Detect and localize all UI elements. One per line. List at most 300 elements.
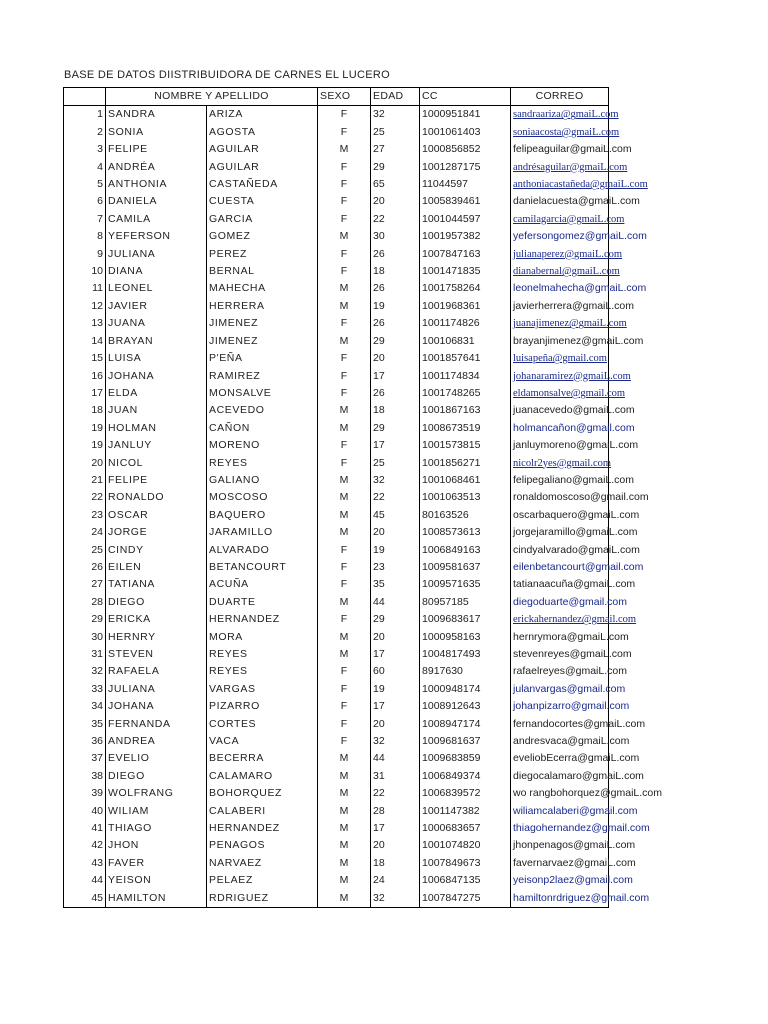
table-row [64, 159, 609, 176]
age-cell: 30 [371, 228, 420, 245]
table-row [64, 542, 609, 559]
email-cell[interactable]: yeisonp2laez@gmail.com [511, 872, 609, 889]
sex-cell: M [318, 141, 371, 158]
last-name-cell: REYES [207, 455, 318, 472]
row-number: 6 [64, 193, 106, 210]
row-number: 34 [64, 698, 106, 715]
sex-cell: F [318, 193, 371, 210]
row-number: 41 [64, 820, 106, 837]
first-name-cell: ELDA [106, 385, 207, 402]
last-name-cell: ACUÑA [207, 576, 318, 593]
sex-cell: F [318, 542, 371, 559]
last-name-cell: PIZARRO [207, 698, 318, 715]
email-cell[interactable]: diegocalamaro@gmaiL.com [511, 768, 609, 785]
email-cell[interactable]: hernrymora@gmaiL.com [511, 629, 609, 646]
email-cell[interactable]: fernandocortes@gmaiL.com [511, 716, 609, 733]
sex-cell: M [318, 855, 371, 872]
cc-cell: 1006849163 [420, 542, 511, 559]
cc-cell: 1009581637 [420, 559, 511, 576]
cc-cell: 1008673519 [420, 420, 511, 437]
sex-cell: M [318, 629, 371, 646]
cc-cell: 1001748265 [420, 385, 511, 402]
email-cell[interactable]: javierherrera@gmaiL.com [511, 298, 609, 315]
first-name-cell: OSCAR [106, 507, 207, 524]
sex-cell: F [318, 368, 371, 385]
table-row [64, 768, 609, 785]
email-cell[interactable]: cindyalvarado@gmaiL.com [511, 542, 609, 559]
row-number: 8 [64, 228, 106, 245]
age-cell: 44 [371, 750, 420, 767]
age-cell: 60 [371, 663, 420, 680]
cc-cell: 1001061403 [420, 124, 511, 141]
sex-cell: F [318, 159, 371, 176]
email-cell[interactable]: tatianaacuña@gmaiL.com [511, 576, 609, 593]
first-name-cell: DIANA [106, 263, 207, 280]
row-number: 13 [64, 315, 106, 332]
cc-cell: 1007849673 [420, 855, 511, 872]
age-cell: 28 [371, 803, 420, 820]
row-number: 36 [64, 733, 106, 750]
cc-cell: 1001174826 [420, 315, 511, 332]
age-cell: 32 [371, 106, 420, 124]
table-row [64, 698, 609, 715]
last-name-cell: RAMIREZ [207, 368, 318, 385]
last-name-cell: ACEVEDO [207, 402, 318, 419]
header-row [64, 88, 609, 106]
last-name-cell: VARGAS [207, 681, 318, 698]
age-cell: 22 [371, 489, 420, 506]
age-cell: 23 [371, 559, 420, 576]
age-cell: 17 [371, 820, 420, 837]
age-cell: 19 [371, 298, 420, 315]
last-name-cell: BOHORQUEZ [207, 785, 318, 802]
last-name-cell: DUARTE [207, 594, 318, 611]
table-row [64, 315, 609, 332]
email-cell[interactable]: thiagohernandez@gmail.com [511, 820, 609, 837]
sex-cell: M [318, 489, 371, 506]
row-number: 16 [64, 368, 106, 385]
cc-cell: 1008947174 [420, 716, 511, 733]
row-number: 4 [64, 159, 106, 176]
first-name-cell: EILEN [106, 559, 207, 576]
sex-cell: M [318, 820, 371, 837]
sex-cell: F [318, 455, 371, 472]
header-sex: SEXO [318, 88, 371, 106]
sex-cell: F [318, 733, 371, 750]
sex-cell: M [318, 646, 371, 663]
first-name-cell: JOHANA [106, 698, 207, 715]
row-number: 1 [64, 106, 106, 124]
table-row [64, 750, 609, 767]
first-name-cell: HAMILTON [106, 890, 207, 908]
first-name-cell: ERICKA [106, 611, 207, 628]
sex-cell: F [318, 176, 371, 193]
sex-cell: M [318, 524, 371, 541]
email-cell[interactable]: oscarbaquero@gmaiL.com [511, 507, 609, 524]
table-row [64, 472, 609, 489]
email-cell[interactable]: stevenreyes@gmaiL.com [511, 646, 609, 663]
age-cell: 22 [371, 211, 420, 228]
first-name-cell: JAVIER [106, 298, 207, 315]
cc-cell: 1001573815 [420, 437, 511, 454]
table-row [64, 193, 609, 210]
email-cell[interactable]: wo rangbohorquez@gmaiL.com [511, 785, 609, 802]
cc-cell: 1000948174 [420, 681, 511, 698]
sex-cell: F [318, 576, 371, 593]
last-name-cell: MOSCOSO [207, 489, 318, 506]
email-cell[interactable]: juanacevedo@gmaiL.com [511, 402, 609, 419]
cc-cell: 1001044597 [420, 211, 511, 228]
age-cell: 45 [371, 507, 420, 524]
age-cell: 32 [371, 733, 420, 750]
table-row [64, 246, 609, 263]
sex-cell: M [318, 837, 371, 854]
last-name-cell: GALIANO [207, 472, 318, 489]
cc-cell: 1009571635 [420, 576, 511, 593]
cc-cell: 1001147382 [420, 803, 511, 820]
last-name-cell: MORENO [207, 437, 318, 454]
first-name-cell: FAVER [106, 855, 207, 872]
cc-cell: 1000958163 [420, 629, 511, 646]
last-name-cell: REYES [207, 663, 318, 680]
age-cell: 65 [371, 176, 420, 193]
email-cell[interactable]: yefersongomez@gmaiL.com [511, 228, 609, 245]
email-cell[interactable]: johanaramirez@gmaiL.com [511, 368, 609, 385]
first-name-cell: JULIANA [106, 681, 207, 698]
email-cell[interactable]: erickahernandez@gmail.com [511, 611, 609, 628]
sex-cell: F [318, 263, 371, 280]
cc-cell: 1000856852 [420, 141, 511, 158]
email-cell[interactable]: leonelmahecha@gmaiL.com [511, 280, 609, 297]
table-row [64, 716, 609, 733]
age-cell: 32 [371, 890, 420, 908]
table-row [64, 437, 609, 454]
sex-cell: M [318, 472, 371, 489]
first-name-cell: BRAYAN [106, 333, 207, 350]
row-number: 27 [64, 576, 106, 593]
email-cell[interactable]: rafaelreyes@gmaiL.com [511, 663, 609, 680]
age-cell: 26 [371, 246, 420, 263]
email-cell[interactable]: favernarvaez@gmaiL.com [511, 855, 609, 872]
sex-cell: M [318, 594, 371, 611]
age-cell: 17 [371, 437, 420, 454]
last-name-cell: AGUILAR [207, 141, 318, 158]
last-name-cell: BECERRA [207, 750, 318, 767]
row-number: 15 [64, 350, 106, 367]
cc-cell: 1001068461 [420, 472, 511, 489]
age-cell: 20 [371, 716, 420, 733]
sex-cell: F [318, 681, 371, 698]
cc-cell: 11044597 [420, 176, 511, 193]
table-row [64, 576, 609, 593]
first-name-cell: ANTHONIA [106, 176, 207, 193]
row-number: 19 [64, 420, 106, 437]
table-row [64, 681, 609, 698]
last-name-cell: CALABERI [207, 803, 318, 820]
cc-cell: 1000951841 [420, 106, 511, 124]
table-row [64, 559, 609, 576]
last-name-cell: AGUILAR [207, 159, 318, 176]
email-cell[interactable]: camilagarcia@gmaiL.com [511, 211, 609, 228]
row-number: 22 [64, 489, 106, 506]
last-name-cell: GOMEZ [207, 228, 318, 245]
last-name-cell: VACA [207, 733, 318, 750]
cc-cell: 1008573613 [420, 524, 511, 541]
email-cell[interactable]: hamiltonrdriguez@gmail.com [511, 890, 609, 908]
last-name-cell: GARCIA [207, 211, 318, 228]
row-number: 18 [64, 402, 106, 419]
first-name-cell: HOLMAN [106, 420, 207, 437]
sex-cell: M [318, 228, 371, 245]
cc-cell: 1001174834 [420, 368, 511, 385]
email-cell[interactable]: eldamonsalve@gmail.com [511, 385, 609, 402]
row-number: 11 [64, 280, 106, 297]
row-number: 9 [64, 246, 106, 263]
table-row [64, 106, 609, 124]
age-cell: 19 [371, 681, 420, 698]
email-cell[interactable]: soniaacosta@gmaiL.com [511, 124, 609, 141]
email-cell[interactable]: jhonpenagos@gmaiL.com [511, 837, 609, 854]
cc-cell: 1006839572 [420, 785, 511, 802]
email-cell[interactable]: diegoduarte@gmail.com [511, 594, 609, 611]
row-number: 44 [64, 872, 106, 889]
email-cell[interactable]: felipegaliano@gmaiL.com [511, 472, 609, 489]
age-cell: 18 [371, 855, 420, 872]
table-row [64, 803, 609, 820]
sex-cell: F [318, 698, 371, 715]
table-row [64, 280, 609, 297]
cc-cell: 1008912643 [420, 698, 511, 715]
cc-cell: 1001287175 [420, 159, 511, 176]
row-number: 43 [64, 855, 106, 872]
cc-cell: 80163526 [420, 507, 511, 524]
email-cell[interactable]: julianaperez@gmaiL.com [511, 246, 609, 263]
sex-cell: M [318, 872, 371, 889]
sex-cell: M [318, 298, 371, 315]
table-row [64, 455, 609, 472]
sex-cell: M [318, 785, 371, 802]
cc-cell: 1005839461 [420, 193, 511, 210]
last-name-cell: BAQUERO [207, 507, 318, 524]
email-cell[interactable]: janluymoreno@gmaiL.com [511, 437, 609, 454]
last-name-cell: HERNANDEZ [207, 820, 318, 837]
row-number: 39 [64, 785, 106, 802]
table-row [64, 489, 609, 506]
cc-cell: 1007847275 [420, 890, 511, 908]
sex-cell: F [318, 663, 371, 680]
age-cell: 25 [371, 455, 420, 472]
age-cell: 29 [371, 333, 420, 350]
row-number: 20 [64, 455, 106, 472]
email-cell[interactable]: wiliamcalaberi@gmail.com [511, 803, 609, 820]
last-name-cell: ARIZA [207, 106, 318, 124]
table-row [64, 263, 609, 280]
sex-cell: F [318, 559, 371, 576]
last-name-cell: HERNANDEZ [207, 611, 318, 628]
age-cell: 24 [371, 872, 420, 889]
last-name-cell: JARAMILLO [207, 524, 318, 541]
last-name-cell: PENAGOS [207, 837, 318, 854]
sex-cell: F [318, 124, 371, 141]
sex-cell: F [318, 611, 371, 628]
table-row [64, 368, 609, 385]
cc-cell: 1004817493 [420, 646, 511, 663]
table-row [64, 385, 609, 402]
sex-cell: M [318, 768, 371, 785]
email-cell[interactable]: julanvargas@gmail.com [511, 681, 609, 698]
sex-cell: F [318, 437, 371, 454]
row-number: 38 [64, 768, 106, 785]
email-cell[interactable]: andresvaca@gmaiL.com [511, 733, 609, 750]
first-name-cell: CAMILA [106, 211, 207, 228]
table-row [64, 594, 609, 611]
email-cell[interactable]: holmancañon@gmail.com [511, 420, 609, 437]
cc-cell: 100106831 [420, 333, 511, 350]
row-number: 37 [64, 750, 106, 767]
table-row [64, 350, 609, 367]
email-cell[interactable]: brayanjimenez@gmaiL.com [511, 333, 609, 350]
table-row [64, 524, 609, 541]
last-name-cell: HERRERA [207, 298, 318, 315]
header-cc: CC [420, 88, 511, 106]
email-cell[interactable]: eilenbetancourt@gmail.com [511, 559, 609, 576]
table-row [64, 420, 609, 437]
cc-cell: 1001867163 [420, 402, 511, 419]
email-cell[interactable]: luisapeña@gmail.com [511, 350, 609, 367]
age-cell: 26 [371, 315, 420, 332]
age-cell: 20 [371, 837, 420, 854]
last-name-cell: JIMENEZ [207, 333, 318, 350]
header-blank [64, 88, 106, 106]
last-name-cell: RDRIGUEZ [207, 890, 318, 908]
first-name-cell: WILIAM [106, 803, 207, 820]
first-name-cell: EVELIO [106, 750, 207, 767]
last-name-cell: CASTAÑEDA [207, 176, 318, 193]
table-row [64, 785, 609, 802]
row-number: 5 [64, 176, 106, 193]
table-row [64, 855, 609, 872]
email-cell[interactable]: andrésaguilar@gmaiL.com [511, 159, 609, 176]
last-name-cell: JIMENEZ [207, 315, 318, 332]
age-cell: 17 [371, 368, 420, 385]
table-row [64, 611, 609, 628]
last-name-cell: BERNAL [207, 263, 318, 280]
last-name-cell: CAÑON [207, 420, 318, 437]
row-number: 28 [64, 594, 106, 611]
table-row [64, 890, 609, 908]
sex-cell: F [318, 211, 371, 228]
first-name-cell: JANLUY [106, 437, 207, 454]
row-number: 23 [64, 507, 106, 524]
sex-cell: F [318, 716, 371, 733]
header-email: CORREO [511, 88, 609, 106]
row-number: 29 [64, 611, 106, 628]
cc-cell: 1001074820 [420, 837, 511, 854]
last-name-cell: MONSALVE [207, 385, 318, 402]
row-number: 26 [64, 559, 106, 576]
data-table [63, 87, 663, 908]
age-cell: 29 [371, 420, 420, 437]
age-cell: 22 [371, 785, 420, 802]
email-cell[interactable]: ronaldomoscoso@gmail.com [511, 489, 609, 506]
first-name-cell: JORGE [106, 524, 207, 541]
first-name-cell: RONALDO [106, 489, 207, 506]
row-number: 40 [64, 803, 106, 820]
last-name-cell: AGOSTA [207, 124, 318, 141]
cc-cell: 80957185 [420, 594, 511, 611]
row-number: 7 [64, 211, 106, 228]
last-name-cell: MORA [207, 629, 318, 646]
table-row [64, 402, 609, 419]
row-number: 3 [64, 141, 106, 158]
row-number: 35 [64, 716, 106, 733]
table-body [64, 106, 663, 908]
age-cell: 26 [371, 280, 420, 297]
first-name-cell: DANIELA [106, 193, 207, 210]
row-number: 14 [64, 333, 106, 350]
cc-cell: 8917630 [420, 663, 511, 680]
email-cell[interactable]: dianabernal@gmaiL.com [511, 263, 609, 280]
cc-cell: 1007847163 [420, 246, 511, 263]
first-name-cell: FELIPE [106, 141, 207, 158]
email-cell[interactable]: felipeaguilar@gmaiL.com [511, 141, 609, 158]
first-name-cell: ANDRÉA [106, 159, 207, 176]
last-name-cell: CALAMARO [207, 768, 318, 785]
last-name-cell: ALVARADO [207, 542, 318, 559]
cc-cell: 1009681637 [420, 733, 511, 750]
sex-cell: F [318, 246, 371, 263]
cc-cell: 1006847135 [420, 872, 511, 889]
email-cell[interactable]: eveliobEcerra@gmaiL.com [511, 750, 609, 767]
cc-cell: 1001758264 [420, 280, 511, 297]
sex-cell: F [318, 385, 371, 402]
age-cell: 17 [371, 698, 420, 715]
age-cell: 32 [371, 472, 420, 489]
row-number: 17 [64, 385, 106, 402]
last-name-cell: PEREZ [207, 246, 318, 263]
age-cell: 44 [371, 594, 420, 611]
sex-cell: M [318, 890, 371, 908]
first-name-cell: ANDREA [106, 733, 207, 750]
email-cell[interactable]: juanajimenez@gmaiL.com [511, 315, 609, 332]
email-cell[interactable]: johanpizarro@gmail.com [511, 698, 609, 715]
header-name: NOMBRE Y APELLIDO [106, 88, 318, 106]
cc-cell: 1001856271 [420, 455, 511, 472]
age-cell: 18 [371, 263, 420, 280]
last-name-cell: BETANCOURT [207, 559, 318, 576]
age-cell: 17 [371, 646, 420, 663]
first-name-cell: LUISA [106, 350, 207, 367]
table-row [64, 176, 609, 193]
row-number: 24 [64, 524, 106, 541]
email-cell[interactable]: nicolr2yes@gmail.com [511, 455, 609, 472]
sex-cell: M [318, 507, 371, 524]
table-row [64, 333, 609, 350]
first-name-cell: FELIPE [106, 472, 207, 489]
last-name-cell: MAHECHA [207, 280, 318, 297]
row-number: 2 [64, 124, 106, 141]
sex-cell: M [318, 280, 371, 297]
table-row [64, 211, 609, 228]
age-cell: 20 [371, 629, 420, 646]
first-name-cell: YEFERSON [106, 228, 207, 245]
email-cell[interactable]: sandraariza@gmaiL.com [511, 106, 609, 124]
email-cell[interactable]: anthoniacastañeda@gmaiL.com [511, 176, 609, 193]
email-cell[interactable]: danielacuesta@gmaiL.com [511, 193, 609, 210]
email-cell[interactable]: jorgejaramillo@gmaiL.com [511, 524, 609, 541]
first-name-cell: JOHANA [106, 368, 207, 385]
cc-cell: 1001857641 [420, 350, 511, 367]
